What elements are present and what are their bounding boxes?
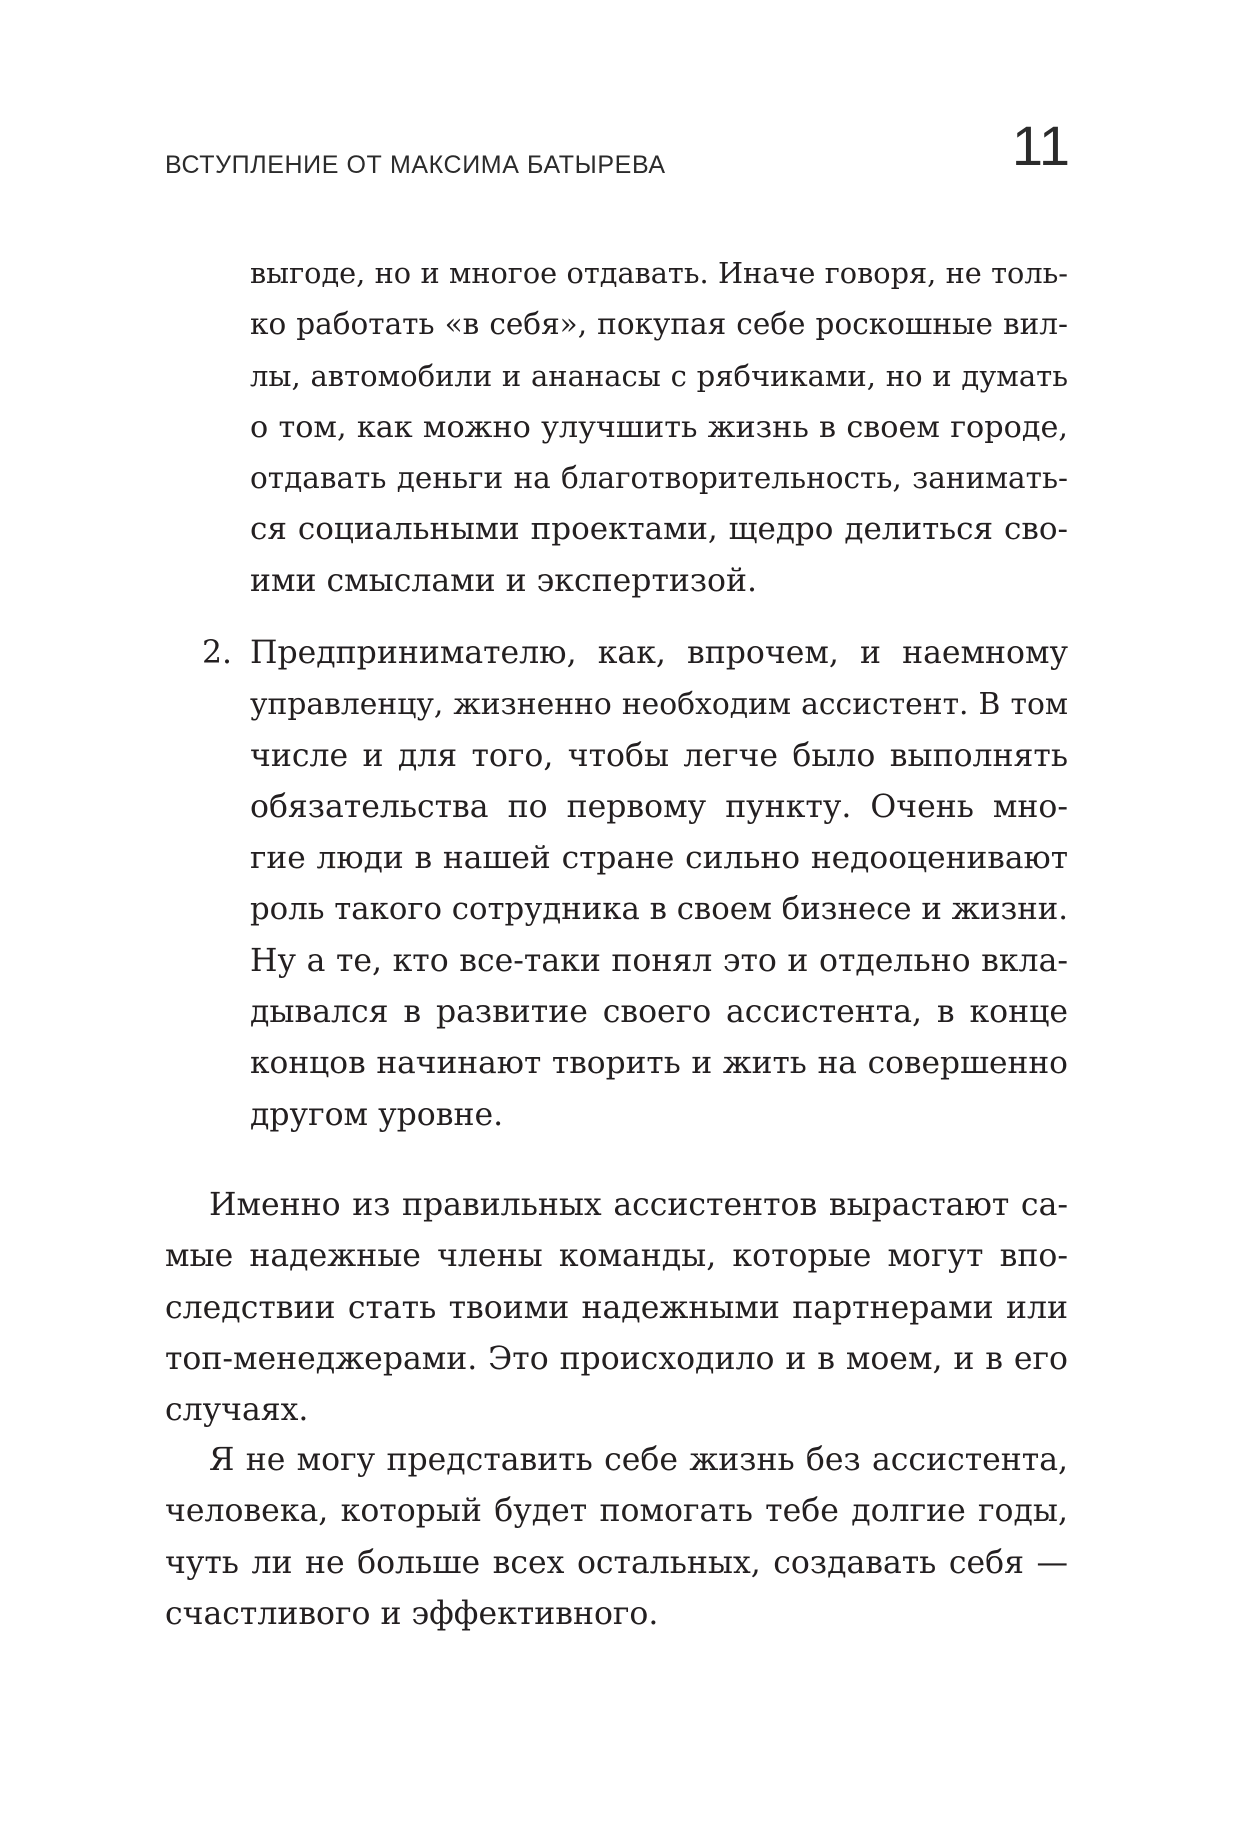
text-line: Ну а те, кто все-таки понял это и отдельно вкла- (250, 942, 1068, 979)
list-number: 2. (202, 635, 233, 671)
text-line: роль такого сотрудника в своем бизнесе и жизни. (250, 891, 1068, 928)
text-line: Именно из правильных ассистентов вырастают са- (209, 1187, 1068, 1223)
text-line: дывался в развитие своего ассистента, в конце (250, 994, 1068, 1031)
text-line: Я не могу представить себе жизнь без ассистента, (209, 1442, 1068, 1478)
text-line: Предпринимателю, как, впрочем, и наемному (250, 635, 1068, 671)
text-line: выгоде, но и многое отдавать. Иначе говоря, не толь- (250, 256, 1068, 290)
text-line: о том, как можно улучшить жизнь в своем городе, (250, 409, 1068, 445)
paragraph (165, 1435, 1068, 1640)
text-line: счастливого и эффективного. (165, 1595, 659, 1632)
text-line: лы, автомобили и ананасы с рябчиками, но и думать (250, 358, 1068, 393)
page-number: 11 (1011, 114, 1070, 177)
text-line: чуть ли не больше всех остальных, создавать себя — (165, 1544, 1068, 1581)
text-line: концов начинают творить и жить на совершенно (250, 1045, 1068, 1082)
list-item-1-continuation (250, 248, 1068, 607)
text-line: обязательства по первому пункту. Очень мно- (250, 788, 1068, 825)
paragraph (165, 1180, 1068, 1436)
text-line: гие люди в нашей стране сильно недооценивают (250, 840, 1068, 877)
text-line: человека, который будет помогать тебе долгие годы, (165, 1493, 1068, 1530)
text-line: ся социальными проектами, щедро делиться сво- (250, 511, 1068, 548)
text-line: ими смыслами и экспертизой. (250, 562, 758, 599)
text-line: следствии стать твоими надежными партнерами или (165, 1289, 1068, 1326)
text-line: ко работать «в себя», покупая себе роскошные вил- (250, 307, 1068, 342)
text-line: другом уровне. (250, 1096, 504, 1133)
text-line: числе и для того, чтобы легче было выполнять (250, 737, 1068, 774)
text-line: мые надежные члены команды, которые могут впо- (165, 1238, 1068, 1275)
text-line: топ-менеджерами. Это происходило и в моем, и в его (165, 1340, 1068, 1377)
text-line: отдавать деньги на благотворительность, занимать- (250, 461, 1068, 496)
text-line: управленцу, жизненно необходим ассистент. В том (250, 687, 1068, 723)
text-line: случаях. (165, 1392, 309, 1429)
running-head: ВСТУПЛЕНИЕ ОТ МАКСИМА БАТЫРЕВА (165, 151, 666, 179)
list-item-2-body (250, 628, 1068, 1141)
